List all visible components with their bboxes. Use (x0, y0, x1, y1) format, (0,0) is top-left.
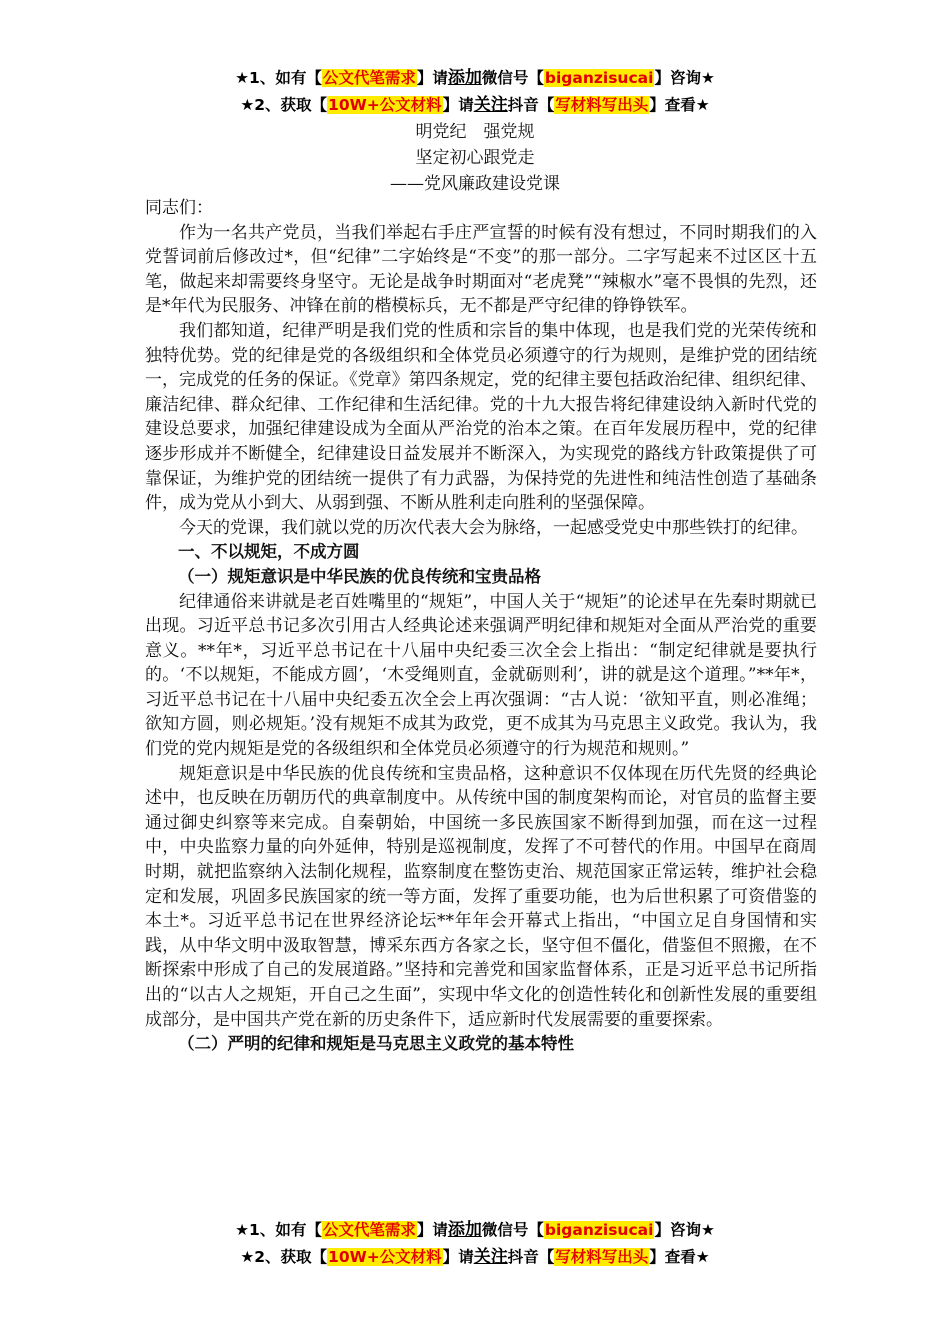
subsection-heading: （二）严明的纪律和规矩是马克思主义政党的基本特性 (178, 1034, 574, 1054)
paragraph: 作为一名共产党员，当我们举起右手庄严宣誓的时候有没有想过，不同时期我们的入党誓词前后修改过*，但“纪律”二字始终是“不变”的那一部分。二字写起来不过区区十五笔，做起来却需要终身坚守。无论是战争时期面对“老虎凳”“辣椒水”毫不畏惧的先烈，还是*年代为民服务、冲锋在前的楷模标兵，无不都是严守纪律的铮铮铁军。 (145, 222, 817, 317)
paragraph: 今天的党课，我们就以党的历次代表大会为脉络，一起感受党史中那些铁打的纪律。 (179, 517, 808, 538)
promo-text: ★2、获取【 (240, 96, 328, 114)
section-heading: 一、不以规矩，不成方圆 (178, 542, 360, 562)
promo-highlight: biganzisucai (544, 1221, 654, 1239)
promo-highlight: 写材料写出头 (555, 96, 649, 114)
promo-text: 抖音【 (507, 96, 555, 114)
promo-text: 抖音【 (507, 1248, 555, 1266)
promo-emphasis: 添加 (447, 1220, 482, 1240)
promo-highlight: biganzisucai (544, 69, 654, 87)
promo-text: 】查看★ (649, 96, 710, 114)
greeting: 同志们： (145, 198, 213, 218)
promo-line-2 (0, 93, 950, 117)
promo-text: 】咨询★ (654, 1221, 715, 1239)
promo-text: ★2、获取【 (240, 1248, 328, 1266)
doc-title: 明党纪 强党规 (415, 122, 535, 142)
promo-highlight: 10W+公文材料 (328, 1248, 442, 1266)
promo-text: 】请 (416, 1221, 448, 1239)
promo-highlight: 公文代笔需求 (322, 1221, 416, 1239)
promo-text: 】查看★ (649, 1248, 710, 1266)
promo-emphasis: 关注 (473, 95, 508, 115)
doc-body (145, 196, 817, 1057)
promo-line-4 (0, 1245, 950, 1269)
promo-line-1 (0, 66, 950, 90)
promo-highlight: 10W+公文材料 (328, 96, 442, 114)
promo-text: 】请 (442, 96, 474, 114)
promo-text: 】咨询★ (654, 69, 715, 87)
promo-highlight: 公文代笔需求 (322, 69, 416, 87)
doc-subtitle-2: ——党风廉政建设党课 (390, 174, 560, 194)
promo-emphasis: 关注 (473, 1247, 508, 1267)
paragraph: 规矩意识是中华民族的优良传统和宝贵品格，这种意识不仅体现在历代先贤的经典论述中，也反映在历朝历代的典章制度中。从传统中国的制度架构而论，对官员的监督主要通过御史纠察等来完成。自秦朝始，中国统一多民族国家不断得到加强，而在这一过程中，中央监察力量的向外延伸，特别是巡视制度，发挥了不可替代的作用。中国早在商周时期，就把监察纳入法制化规程，监察制度在整饬吏治、规范国家正常运转，维护社会稳定和发展，巩固多民族国家的统一等方面，发挥了重要功能，也为后世积累了可资借鉴的本土*。习近平总书记在世界经济论坛**年年会开幕式上指出，“中国立足自身国情和实践，从中华文明中汲取智慧，博采东西方各家之长，坚守但不僵化，借鉴但不照搬，在不断探索中形成了自己的发展道路。”坚持和完善党和国家监督体系，正是习近平总书记所指出的“以古人之规矩，开自己之生面”，实现中华文化的创造性转化和创新性发展的重要组成部分，是中国共产党在新的历史条件下，适应新时代发展需要的重要探索。 (145, 763, 817, 1030)
promo-text: ★1、如有【 (235, 69, 322, 87)
promo-emphasis: 添加 (447, 68, 482, 88)
subsection-heading: （一）规矩意识是中华民族的优良传统和宝贵品格 (178, 566, 541, 586)
promo-line-3 (0, 1218, 950, 1242)
promo-text: 】请 (442, 1248, 474, 1266)
paragraph: 纪律通俗来讲就是老百姓嘴里的“规矩”，中国人关于“规矩”的论述早在先秦时期就已出现。习近平总书记多次引用古人经典论述来强调严明纪律和规矩对全面从严治党的重要意义。**年*，习近平总书记在十八届中央纪委三次全会上指出：“制定纪律就是要执行的。‘不以规矩，不能成方圆’，‘木受绳则直，金就砺则利’，讲的就是这个道理。”**年*，习近平总书记在十八届中央纪委五次全会上再次强调：“古人说：‘欲知平直，则必准绳；欲知方圆，则必规矩。’没有规矩不成其为政党，更不成其为马克思主义政党。我认为，我们党的党内规矩是党的各级组织和全体党员必须遵守的行为规范和规则。” (145, 591, 817, 760)
doc-subtitle: 坚定初心跟党走 (415, 148, 535, 168)
promo-text: 微信号【 (481, 69, 544, 87)
promo-text: 微信号【 (481, 1221, 544, 1239)
paragraph: 我们都知道，纪律严明是我们党的性质和宗旨的集中体现，也是我们党的光荣传统和独特优势。党的纪律是党的各级组织和全体党员必须遵守的行为规则，是维护党的团结统一，完成党的任务的保证。《党章》第四条规定，党的纪律主要包括政治纪律、组织纪律、廉洁纪律、群众纪律、工作纪律和生活纪律。党的十九大报告将纪律建设纳入新时代党的建设总要求，加强纪律建设成为全面从严治党的治本之策。在百年发展历程中，党的纪律逐步形成并不断健全，纪律建设日益发展并不断深入，为实现党的路线方针政策提供了可靠保证，为维护党的团结统一提供了有力武器，为保持党的先进性和纯洁性创造了基础条件，成为党从小到大、从弱到强、不断从胜利走向胜利的坚强保障。 (145, 320, 817, 514)
promo-text: 】请 (416, 69, 448, 87)
promo-highlight: 写材料写出头 (555, 1248, 649, 1266)
promo-text: ★1、如有【 (235, 1221, 322, 1239)
